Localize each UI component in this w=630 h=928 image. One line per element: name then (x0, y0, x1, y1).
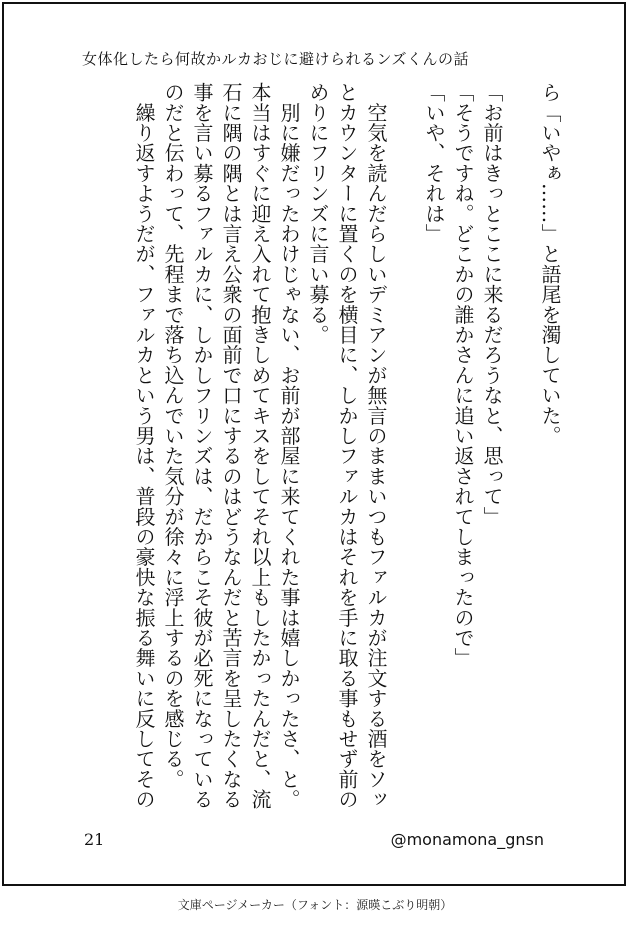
text-line: 空気を読んだらしいデミアンが無言のままいつもファルカが注文する酒をソッ (364, 82, 388, 810)
text-line: のだと伝わって、先程まで落ち込んでいた気分が徐々に浮上するのを感じる。 (161, 82, 185, 789)
text-line: 別に嫌だったわけじゃない、お前が部屋に来てくれた事は嬉しかったさ、と。 (277, 82, 301, 810)
text-line (506, 82, 535, 782)
text-line: 石に隅の隅とは言え公衆の面前で口にするのはどうなんだと苦言を呈したくなる (219, 82, 243, 810)
text-line: 「そうですね。どこかの誰かさんに追い返されてしまったので」 (451, 82, 475, 668)
page-number: 21 (84, 830, 105, 849)
text-line: めりにフリンズに言い募る。 (306, 82, 330, 345)
generator-caption: 文庫ページメーカー（フォント：源暎こぶり明朝） (177, 898, 453, 912)
text-line: 「いや、それは」 (422, 82, 446, 244)
text-line: 繰り返すようだが、ファルカという男は、普段の豪快な振る舞いに反してその (132, 82, 156, 810)
text-line: ら「いやぁ……」と語尾を濁していた。 (538, 82, 562, 446)
author-handle: @monamona_gnsn (390, 830, 544, 849)
page-header-title: 女体化したら何故かルカおじに避けられるンズくんの話 (82, 50, 470, 68)
vertical-text-body (74, 82, 564, 810)
text-line: 事を言い募るファルカに、しかしフリンズは、だからこそ彼が必死になっている (190, 82, 214, 810)
text-line: とカウンターに置くのを横目に、しかしファルカはそれを手に取る事もせず前の (335, 82, 359, 810)
text-line: 「お前はきっとここに来るだろうなと、思って」 (480, 82, 504, 527)
text-line (390, 82, 419, 782)
text-line: 本当はすぐに迎え入れて抱きしめてキスをしてそれ以上もしたかったんだと、流 (248, 82, 272, 810)
book-page (2, 2, 626, 886)
